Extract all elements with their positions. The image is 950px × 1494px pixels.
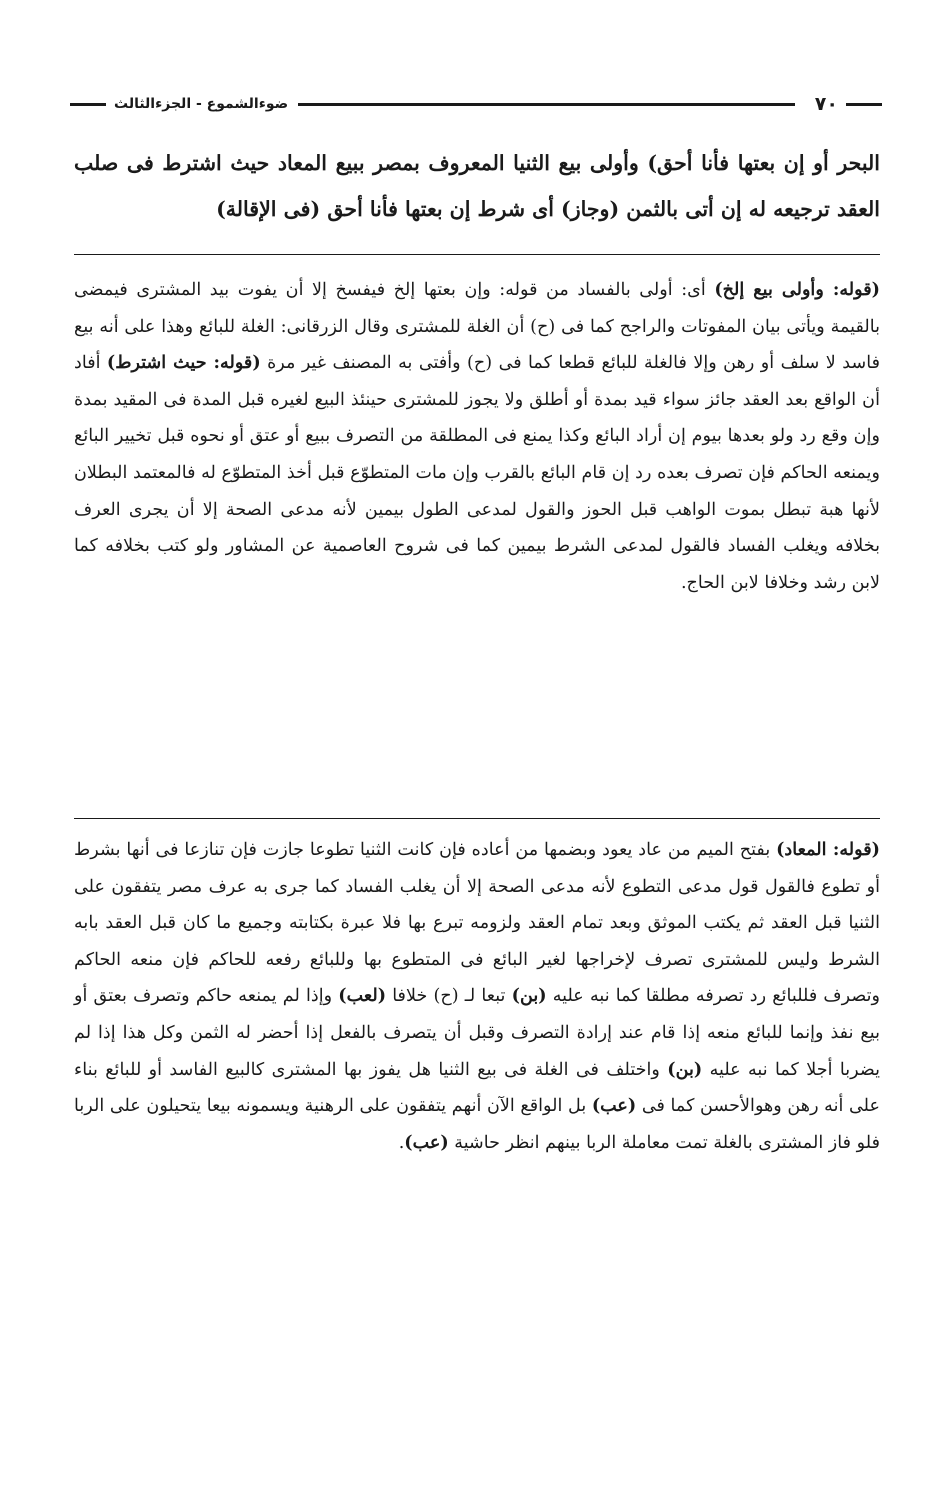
commentary-text: بل الواقع الآن أنهم يتفقون على الرهنية ويسمونه بيعا يتحيلون على الربا فلو فاز المشترى بالغلة تمت معاملة الربا بينهم انظر حاشية (74, 1096, 880, 1153)
source-reference: (بن) (511, 985, 547, 1007)
commentary-heading: (قوله: المعاد) (776, 839, 880, 860)
main-text-block (74, 140, 880, 232)
commentary-separator (74, 818, 880, 819)
header-rule-left (70, 103, 106, 106)
header-rule-middle (298, 103, 795, 106)
running-title: ضوءالشموع - الجزءالثالث (114, 96, 289, 112)
source-reference: (لعب) (338, 985, 387, 1007)
source-reference: (بن) (667, 1058, 703, 1080)
commentary-heading: (قوله: وأولى بيع إلخ) (714, 279, 880, 300)
header-rule-right (846, 103, 882, 106)
source-reference: (عب) (591, 1095, 637, 1117)
commentary-paragraph-1 (74, 272, 880, 601)
commentary-block-1 (74, 272, 880, 601)
commentary-text: أفاد أن الواقع بعد العقد جائز سواء قيد بمدة أو أطلق ولا يجوز للمشترى حينئذ البيع لغيره قبل المدة فى المقيد بمدة وإن وقع رد ولو بعدها بيوم إن أراد البائع وكذا يمنع فى المطلقة من التصرف ببيع أو عتق أو نحوه قبل تخيير البائع ويمنعه الحاكم فإن تصرف بعده رد إن قام البائع بالقرب وإن مات المتطوّع قبل أخذ المتطوّع له فالمعتمد البطلان لأنها هبة تبطل بموت الواهب قبل الحوز والقول لمدعى الطول بيمين لأنه مدعى الصحة إلا أن يجرى العرف بخلافه ويغلب الفساد فالقول لمدعى الشرط بيمين كما فى شروح العاصمية عن المشاور ولو كتب بخلافه كما لابن رشد وخلافا لابن الحاج. (74, 353, 880, 593)
main-text: البحر أو إن بعتها فأنا أحق) وأولى بيع الثنيا المعروف بمصر ببيع المعاد حيث اشترط فى صلب العقد ترجيعه له إن أتى بالثمن (وجاز) أى شرط إن بعتها فأنا أحق (فى الإقالة) (74, 151, 880, 221)
commentary-text: أى: أولى بالفساد من قوله: وإن بعتها إلخ فيفسخ إلا أن يفوت بيد المشترى فيمضى بالقيمة ويأتى بيان المفوتات والراجح كما فى (ح) أن الغلة للمشترى وقال الزرقانى: الغلة للبائع وهذا على أنه بيع فاسد لا سلف أو رهن وإلا فالغلة للبائع قطعا كما فى (ح) وأفتى به المصنف غير مرة (74, 280, 880, 374)
commentary-block-2 (74, 832, 880, 1161)
commentary-paragraph-2 (74, 832, 880, 1161)
page-number: ٧٠ (814, 93, 838, 115)
commentary-text: تبعا لـ (ح) خلافا (386, 986, 512, 1007)
commentary-text: واختلف فى الغلة فى بيع الثنيا هل يفوز بها المشترى كالبيع الفاسد أو للبائع بناء على أنه رهن وهوالأحسن كما فى (74, 1059, 880, 1117)
commentary-text: وإذا لم يمنعه حاكم وتصرف بعتق أو بيع نفذ وإنما للبائع منعه إذا قام عند إرادة التصرف وقبل أن يتصرف بالفعل إذا أحضر له الثمن وكل هذا إذا لم يضربا أجلا كما نبه عليه (74, 986, 880, 1080)
source-reference: (عب) (404, 1131, 449, 1153)
commentary-text: بفتح الميم من عاد يعود وبضمها من أعاده فإن كانت الثنيا تطوعا جازت فإن تنازعا فى أنها بشرط أو تطوع فالقول قول مدعى التطوع لأنه مدعى الصحة إلا أن يغلب الفساد كما جرى به عرف مصر يتفقون على الثنيا قبل العقد ثم يكتب الموثق وبعد تمام العقد ولزومه تبرع بها فلا عبرة بكتابته وجميع ما كان قبل العقد بابه الشرط وليس للمشترى تصرف لإخراجها لغير البائع فى المتطوع بها وللبائع رفعه للحاكم فإن منعه الحاكم وتصرف فللبائع رد تصرفه مطلقا كما نبه عليه (74, 840, 881, 1007)
commentary-heading: (قوله: حيث اشترط) (106, 352, 261, 374)
commentary-text: . (398, 1132, 405, 1153)
main-text-separator (74, 254, 880, 255)
running-header (70, 90, 882, 118)
